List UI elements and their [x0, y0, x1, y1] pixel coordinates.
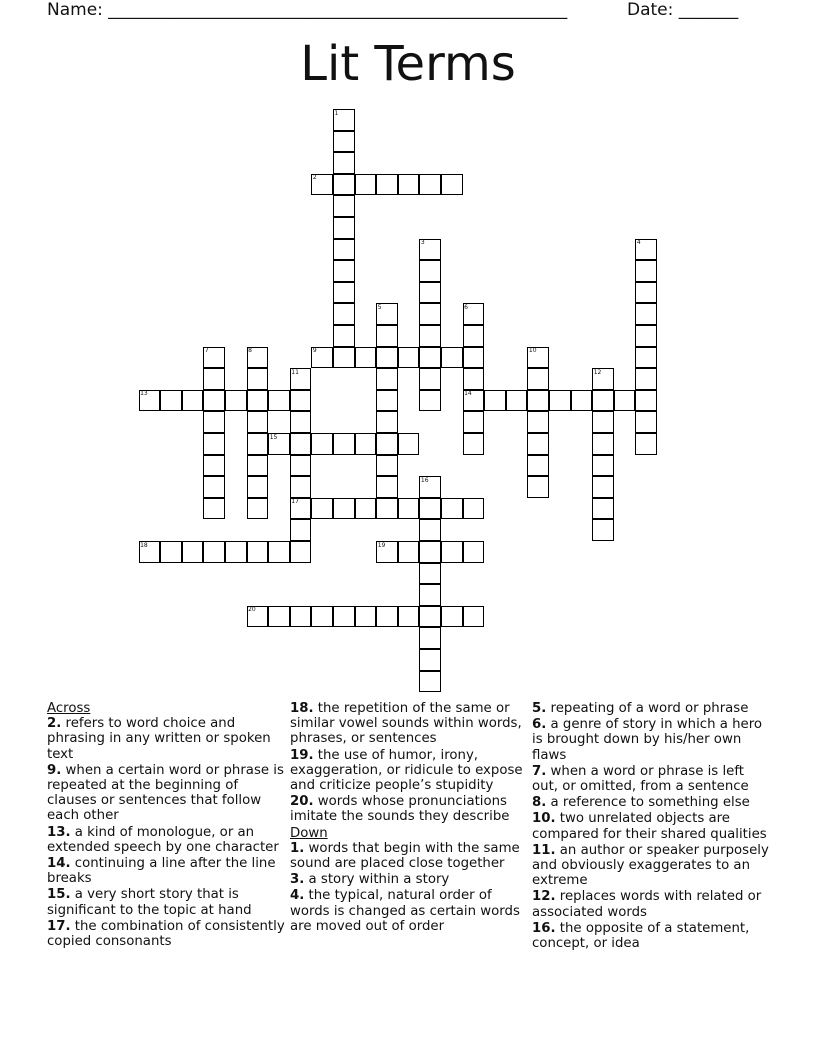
grid-cell[interactable]: [592, 476, 614, 498]
clue-number: 17.: [47, 918, 71, 934]
grid-cell[interactable]: [419, 260, 441, 282]
grid-cell[interactable]: [355, 606, 377, 628]
clue-text: when a certain word or phrase is repeated at the beginning of clauses or sentences that follow each other: [47, 762, 284, 824]
clue-item: [290, 748, 528, 794]
clue-number-label: 16: [420, 476, 429, 484]
grid-cell[interactable]: [419, 671, 441, 693]
grid-cell[interactable]: [419, 325, 441, 347]
clues-column-1: [47, 701, 285, 950]
clue-text: two unrelated objects are compared for their shared qualities: [532, 811, 767, 842]
clue-number: 20.: [290, 794, 314, 810]
grid-cell[interactable]: [527, 368, 549, 390]
grid-cell[interactable]: [527, 390, 549, 412]
clue-text: a genre of story in which a hero is brought down by his/her own flaws: [532, 717, 763, 763]
clue-text: replaces words with related or associated words: [532, 889, 762, 920]
grid-cell[interactable]: [333, 260, 355, 282]
grid-cell[interactable]: [333, 152, 355, 174]
grid-cell[interactable]: [441, 174, 463, 196]
grid-cell[interactable]: [463, 411, 485, 433]
grid-cell[interactable]: [571, 390, 593, 412]
clue-number: 14.: [47, 856, 71, 872]
grid-cell[interactable]: [463, 498, 485, 520]
grid-cell[interactable]: [333, 174, 355, 196]
grid-cell[interactable]: [333, 498, 355, 520]
grid-cell[interactable]: [290, 476, 312, 498]
section-heading: Across: [47, 701, 91, 716]
grid-cell[interactable]: [376, 498, 398, 520]
clue-number: 8.: [532, 795, 547, 811]
clue-item: [290, 888, 528, 934]
clue-number: 18.: [290, 701, 314, 716]
grid-cell[interactable]: [419, 174, 441, 196]
grid-cell[interactable]: [203, 390, 225, 412]
grid-cell[interactable]: [268, 390, 290, 412]
grid-cell[interactable]: [268, 541, 290, 563]
date-field[interactable]: Date: _______: [627, 0, 739, 20]
grid-cell[interactable]: [203, 411, 225, 433]
clue-text: an author or speaker purposely and obviously exaggerates to an extreme: [532, 842, 769, 889]
grid-cell[interactable]: [247, 411, 269, 433]
clue-item: [47, 919, 285, 949]
clue-number: 3.: [290, 872, 305, 888]
clue-item: [47, 825, 285, 855]
grid-cell[interactable]: [203, 455, 225, 477]
grid-cell[interactable]: [290, 519, 312, 541]
grid-cell[interactable]: [333, 282, 355, 304]
grid-cell[interactable]: [333, 606, 355, 628]
clue-number: 1.: [290, 840, 305, 856]
grid-cell[interactable]: [290, 455, 312, 477]
clues-column-3: [532, 701, 770, 952]
clue-text: refers to word choice and phrasing in any written or spoken text: [47, 716, 271, 762]
grid-cell[interactable]: [376, 606, 398, 628]
grid-cell[interactable]: [463, 433, 485, 455]
grid-cell[interactable]: [225, 541, 247, 563]
grid-cell[interactable]: [463, 541, 485, 563]
grid-cell[interactable]: [398, 498, 420, 520]
grid-cell[interactable]: [333, 131, 355, 153]
grid-cell[interactable]: [355, 498, 377, 520]
grid-cell[interactable]: [376, 476, 398, 498]
grid-cell[interactable]: [333, 325, 355, 347]
clue-number: 19.: [290, 747, 314, 763]
grid-cell[interactable]: [614, 390, 636, 412]
clue-text: repeating of a word or phrase: [546, 701, 749, 716]
clue-text: the typical, natural order of words is changed as certain words are moved out of order: [290, 888, 520, 934]
name-field[interactable]: Name: ______________________________________________________: [47, 0, 568, 20]
clue-item: [290, 841, 528, 871]
clue-item: [532, 843, 770, 889]
clue-number: 9.: [47, 762, 62, 778]
clue-item: [532, 795, 770, 810]
grid-cell[interactable]: [203, 433, 225, 455]
clue-text: words whose pronunciations imitate the sounds they describe: [290, 794, 510, 825]
grid-cell[interactable]: [247, 476, 269, 498]
clue-item: [47, 716, 285, 762]
grid-cell[interactable]: [419, 347, 441, 369]
grid-cell[interactable]: [592, 455, 614, 477]
clue-item: [532, 701, 770, 716]
grid-cell[interactable]: [247, 368, 269, 390]
grid-cell[interactable]: [311, 606, 333, 628]
grid-cell[interactable]: [376, 390, 398, 412]
grid-cell[interactable]: [290, 433, 312, 455]
clue-number: 15.: [47, 887, 71, 903]
clue-item: [532, 889, 770, 919]
grid-cell[interactable]: [160, 541, 182, 563]
clue-number-label: 7: [204, 347, 209, 355]
grid-cell[interactable]: [635, 303, 657, 325]
grid-cell[interactable]: [635, 433, 657, 455]
grid-cell[interactable]: [398, 347, 420, 369]
grid-cell[interactable]: [311, 498, 333, 520]
grid-cell[interactable]: [463, 368, 485, 390]
clue-text: words that begin with the same sound are placed close together: [290, 840, 520, 872]
grid-cell[interactable]: [290, 606, 312, 628]
grid-cell[interactable]: [376, 347, 398, 369]
grid-cell[interactable]: [333, 195, 355, 217]
page-title: Lit Terms: [300, 36, 516, 92]
clue-number: 10.: [532, 811, 556, 827]
clue-number-label: 10: [528, 347, 537, 355]
grid-cell[interactable]: [441, 606, 463, 628]
grid-cell[interactable]: [203, 476, 225, 498]
grid-cell[interactable]: [182, 390, 204, 412]
grid-cell[interactable]: [527, 411, 549, 433]
clue-number-label: 5: [377, 303, 382, 311]
grid-cell[interactable]: [441, 498, 463, 520]
grid-cell[interactable]: [355, 347, 377, 369]
grid-cell[interactable]: [592, 519, 614, 541]
grid-cell[interactable]: [484, 390, 506, 412]
grid-cell[interactable]: [527, 476, 549, 498]
clue-number: 2.: [47, 716, 62, 732]
grid-cell[interactable]: [333, 303, 355, 325]
grid-cell[interactable]: [419, 282, 441, 304]
clue-item: [47, 763, 285, 824]
grid-cell[interactable]: [441, 347, 463, 369]
grid-cell[interactable]: [635, 282, 657, 304]
clue-number-label: 17: [291, 498, 299, 506]
grid-cell[interactable]: [506, 390, 528, 412]
clue-number: 5.: [532, 701, 547, 716]
grid-cell[interactable]: [203, 368, 225, 390]
clue-number-label: 3: [420, 239, 425, 247]
grid-cell[interactable]: [333, 433, 355, 455]
clue-item: [532, 764, 770, 794]
clue-number: 4.: [290, 888, 305, 904]
grid-cell[interactable]: [635, 368, 657, 390]
grid-cell[interactable]: [376, 174, 398, 196]
clue-item: [47, 887, 285, 917]
grid-cell[interactable]: [398, 433, 420, 455]
grid-cell[interactable]: [247, 541, 269, 563]
grid-cell[interactable]: [247, 498, 269, 520]
grid-cell[interactable]: [549, 390, 571, 412]
clue-number: 6.: [532, 717, 547, 733]
clue-number-label: 14: [464, 390, 472, 398]
grid-cell[interactable]: [419, 627, 441, 649]
grid-cell[interactable]: [635, 390, 657, 412]
clue-text: the combination of consistently copied consonants: [47, 918, 285, 950]
grid-cell[interactable]: [419, 649, 441, 671]
clue-item: [290, 794, 528, 824]
clue-number: 12.: [532, 889, 556, 905]
grid-cell[interactable]: [376, 325, 398, 347]
grid-cell[interactable]: [376, 368, 398, 390]
grid-cell[interactable]: [635, 411, 657, 433]
clue-number: 16.: [532, 920, 556, 936]
grid-cell[interactable]: [376, 433, 398, 455]
clue-text: a kind of monologue, or an extended speech by one character: [47, 824, 279, 855]
clue-text: a very short story that is significant to the topic at hand: [47, 887, 252, 918]
grid-cell[interactable]: [419, 519, 441, 541]
grid-cell[interactable]: [419, 303, 441, 325]
grid-cell[interactable]: [398, 541, 420, 563]
clue-number-label: 8: [248, 347, 252, 355]
clue-text: continuing a line after the line breaks: [47, 856, 276, 887]
grid-cell[interactable]: [376, 411, 398, 433]
section-heading: Down: [290, 825, 328, 841]
grid-cell[interactable]: [463, 606, 485, 628]
clue-number-label: 4: [636, 239, 641, 247]
clue-item: [290, 701, 528, 747]
grid-cell[interactable]: [290, 541, 312, 563]
grid-cell[interactable]: [635, 347, 657, 369]
grid-cell[interactable]: [441, 541, 463, 563]
grid-cell[interactable]: [247, 433, 269, 455]
grid-cell[interactable]: [225, 390, 247, 412]
grid-cell[interactable]: [290, 411, 312, 433]
clue-number-label: 1: [334, 109, 339, 117]
grid-cell[interactable]: [463, 347, 485, 369]
clue-text: a reference to something else: [546, 795, 750, 811]
clue-text: the opposite of a statement, concept, or idea: [532, 920, 750, 952]
grid-cell[interactable]: [333, 347, 355, 369]
clue-number-label: 11: [291, 368, 299, 376]
grid-cell[interactable]: [376, 455, 398, 477]
grid-cell[interactable]: [268, 606, 290, 628]
clue-number-label: 15: [269, 433, 278, 441]
grid-cell[interactable]: [592, 433, 614, 455]
grid-cell[interactable]: [203, 541, 225, 563]
grid-cell[interactable]: [247, 390, 269, 412]
grid-cell[interactable]: [592, 498, 614, 520]
grid-cell[interactable]: [635, 325, 657, 347]
grid-cell[interactable]: [203, 498, 225, 520]
clue-number-label: 19: [377, 541, 386, 549]
grid-cell[interactable]: [290, 390, 312, 412]
grid-cell[interactable]: [355, 174, 377, 196]
grid-cell[interactable]: [635, 260, 657, 282]
grid-cell[interactable]: [182, 541, 204, 563]
grid-cell[interactable]: [419, 368, 441, 390]
clue-text: a story within a story: [304, 872, 450, 888]
grid-cell[interactable]: [398, 174, 420, 196]
clue-number-label: 13: [140, 390, 148, 398]
clue-number-label: 9: [312, 347, 317, 355]
grid-cell[interactable]: [463, 325, 485, 347]
clue-item: [532, 811, 770, 841]
clue-text: the repetition of the same or similar vowel sounds within words, phrases, or sentences: [290, 701, 522, 747]
clue-number-label: 20: [248, 606, 256, 614]
grid-cell[interactable]: [311, 433, 333, 455]
grid-cell[interactable]: [160, 390, 182, 412]
clue-text: when a word or phrase is left out, or omitted, from a sentence: [532, 763, 749, 795]
grid-cell[interactable]: [355, 433, 377, 455]
grid-cell[interactable]: [527, 433, 549, 455]
grid-cell[interactable]: [419, 584, 441, 606]
grid-cell[interactable]: [527, 455, 549, 477]
clue-text: the use of humor, irony, exaggeration, or ridicule to expose and criticize people’s stupidity: [290, 747, 523, 794]
grid-cell[interactable]: [419, 541, 441, 563]
clue-number: 7.: [532, 763, 547, 779]
clue-number-label: 2: [312, 174, 317, 182]
clue-number-label: 12: [593, 368, 602, 376]
clue-number: 13.: [47, 824, 71, 840]
clue-item: [532, 717, 770, 763]
clue-number-label: 6: [464, 303, 468, 311]
grid-cell[interactable]: [419, 390, 441, 412]
grid-cell[interactable]: [592, 390, 614, 412]
grid-cell[interactable]: [592, 411, 614, 433]
grid-cell[interactable]: [419, 498, 441, 520]
clue-item: [532, 921, 770, 951]
clue-number-label: 18: [140, 541, 148, 549]
clues-column-2: [290, 701, 528, 935]
clue-item: [47, 856, 285, 886]
grid-cell[interactable]: [398, 606, 420, 628]
grid-cell[interactable]: [333, 239, 355, 261]
grid-cell[interactable]: [419, 606, 441, 628]
clue-number: 11.: [532, 842, 556, 858]
grid-cell[interactable]: [419, 563, 441, 585]
grid-cell[interactable]: [333, 217, 355, 239]
grid-cell[interactable]: [247, 455, 269, 477]
clue-item: [290, 872, 528, 887]
